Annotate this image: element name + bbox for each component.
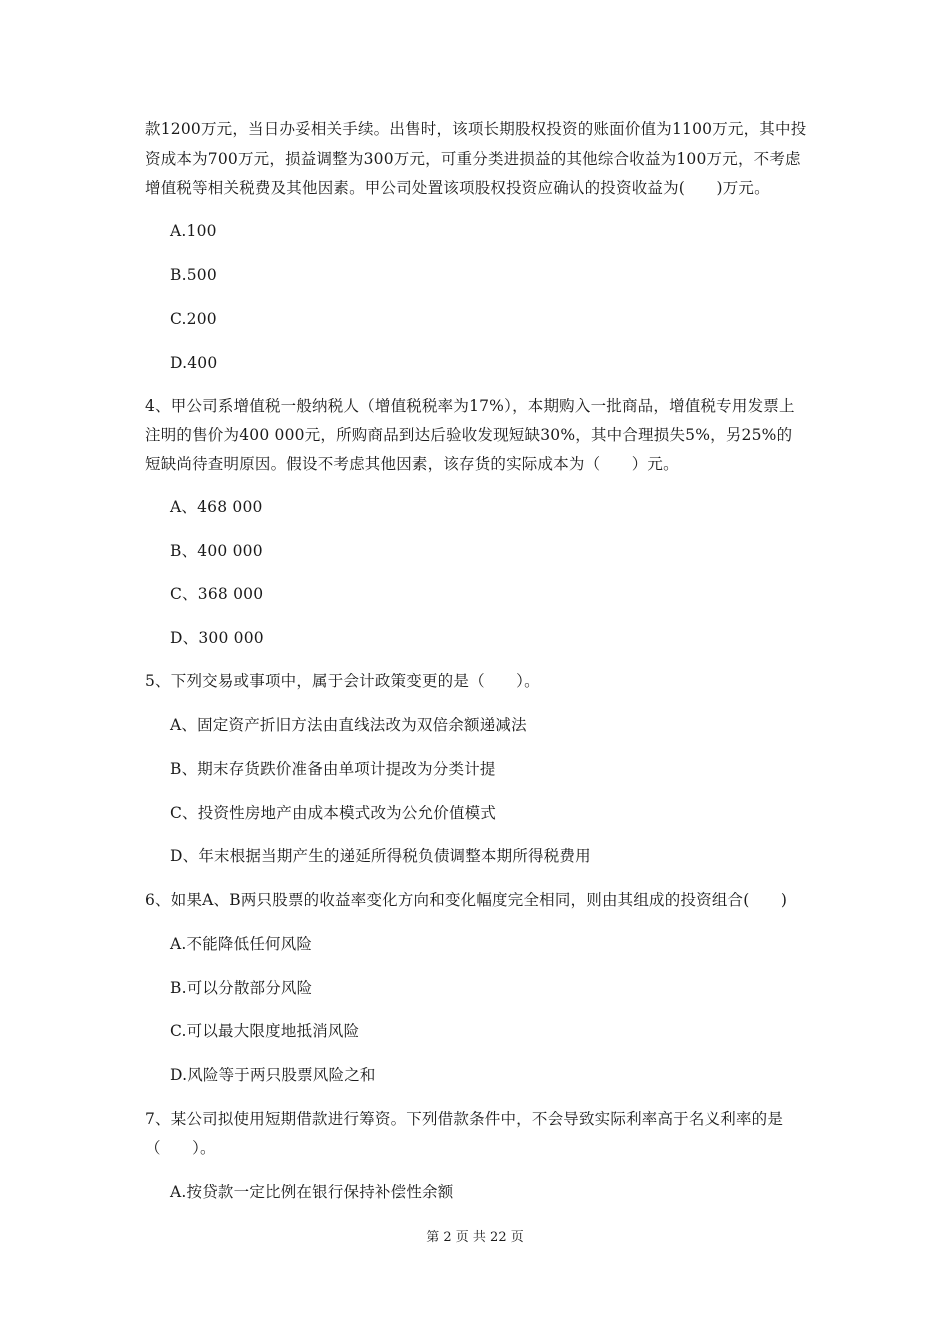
q4-option-b: B、400 000 <box>170 542 263 560</box>
q6-line-1: 6、如果A、B两只股票的收益率变化方向和变化幅度完全相同，则由其组成的投资组合( ) <box>145 891 788 909</box>
q6-option-a: A.不能降低任何风险 <box>170 935 313 953</box>
q4-option-a: A、468 000 <box>170 498 263 516</box>
q5-line-1: 5、下列交易或事项中，属于会计政策变更的是（ ）。 <box>145 672 540 690</box>
q3-option-d: D.400 <box>170 354 218 372</box>
q3-option-b: B.500 <box>170 266 217 284</box>
q5-option-a: A、固定资产折旧方法由直线法改为双倍余额递减法 <box>170 716 527 734</box>
q7-option-a: A.按贷款一定比例在银行保持补偿性余额 <box>170 1183 454 1201</box>
q7-line-1: 7、某公司拟使用短期借款进行筹资。下列借款条件中，不会导致实际利率高于名义利率的是 <box>145 1110 784 1128</box>
q4-line-2: 注明的售价为400 000元，所购商品到达后验收发现短缺30%，其中合理损失5%，另25%的 <box>145 426 793 444</box>
q3-option-a: A.100 <box>170 222 217 240</box>
q5-option-d: D、年末根据当期产生的递延所得税负债调整本期所得税费用 <box>170 847 591 865</box>
q3-line-3: 增值税等相关税费及其他因素。甲公司处置该项股权投资应确认的投资收益为( )万元。 <box>145 179 770 197</box>
q7-line-2: （ ）。 <box>145 1139 216 1157</box>
q4-option-d: D、300 000 <box>170 629 264 647</box>
q3-line-1: 款1200万元，当日办妥相关手续。出售时，该项长期股权投资的账面价值为1100万元，其中投 <box>145 120 807 138</box>
q6-option-d: D.风险等于两只股票风险之和 <box>170 1066 376 1084</box>
q6-option-b: B.可以分散部分风险 <box>170 979 313 997</box>
q4-line-1: 4、甲公司系增值税一般纳税人（增值税税率为17%），本期购入一批商品，增值税专用发票上 <box>145 397 795 415</box>
q5-option-c: C、投资性房地产由成本模式改为公允价值模式 <box>170 804 497 822</box>
q5-option-b: B、期末存货跌价准备由单项计提改为分类计提 <box>170 760 496 778</box>
q3-option-c: C.200 <box>170 310 217 328</box>
q3-line-2: 资成本为700万元，损益调整为300万元，可重分类进损益的其他综合收益为100万元，不考虑 <box>145 150 801 168</box>
page-footer: 第 2 页 共 22 页 <box>426 1230 524 1245</box>
q4-option-c: C、368 000 <box>170 585 264 603</box>
q4-line-3: 短缺尚待查明原因。假设不考虑其他因素，该存货的实际成本为（ ）元。 <box>145 455 679 473</box>
q6-option-c: C.可以最大限度地抵消风险 <box>170 1022 360 1040</box>
